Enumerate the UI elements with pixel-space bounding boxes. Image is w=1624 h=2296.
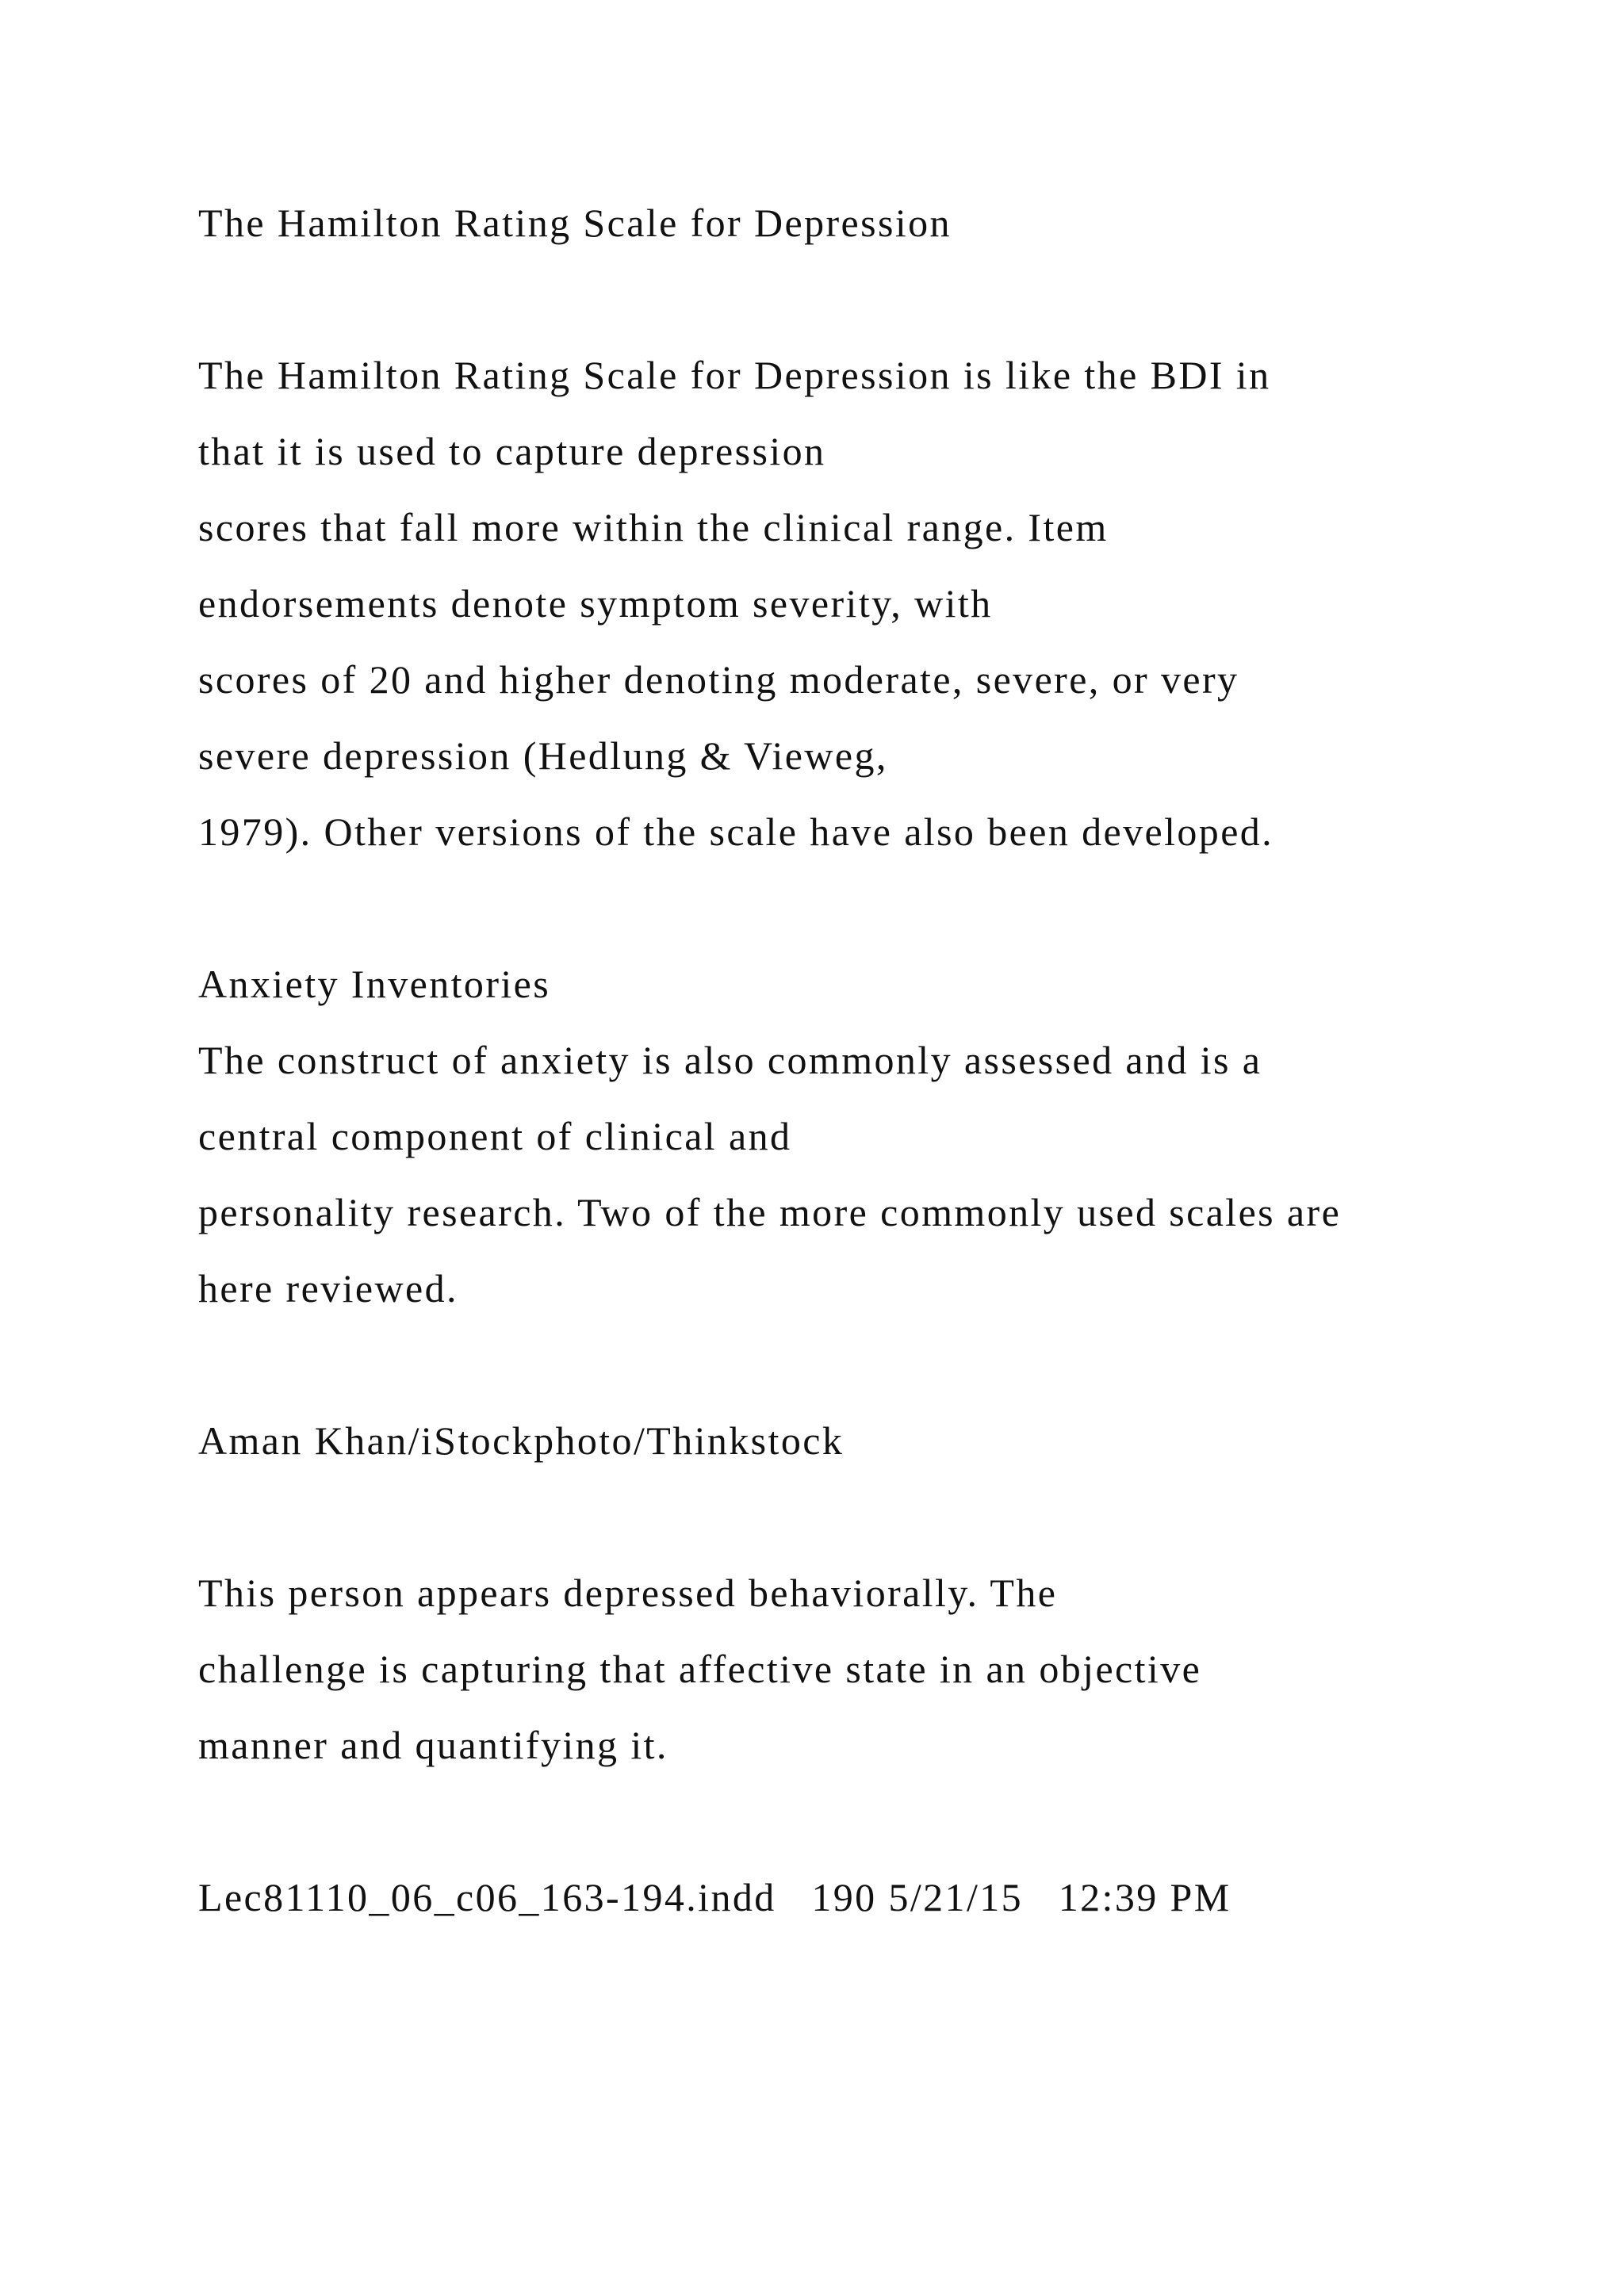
paragraph-line: scores that fall more within the clinical range. Item bbox=[198, 505, 1109, 549]
caption-line: manner and quantifying it. bbox=[198, 1723, 668, 1767]
spacer bbox=[198, 1783, 1594, 1859]
photo-caption bbox=[198, 1555, 1594, 1783]
paragraph-line: central component of clinical and bbox=[198, 1114, 792, 1158]
page-footer: Lec81110_06_c06_163-194.indd 190 5/21/15 12:39 PM bbox=[198, 1875, 1231, 1919]
paragraph-line: that it is used to capture depression bbox=[198, 429, 826, 473]
spacer bbox=[198, 870, 1594, 946]
spacer bbox=[198, 1479, 1594, 1555]
document-title: The Hamilton Rating Scale for Depression bbox=[198, 201, 952, 245]
anxiety-paragraph bbox=[198, 1022, 1594, 1326]
spacer bbox=[198, 1326, 1594, 1402]
spacer bbox=[198, 261, 1594, 337]
section-heading: Anxiety Inventories bbox=[198, 962, 551, 1006]
caption-line: challenge is capturing that affective state in an objective bbox=[198, 1647, 1202, 1691]
paragraph-line: The construct of anxiety is also commonly assessed and is a bbox=[198, 1038, 1262, 1082]
paragraph-line: scores of 20 and higher denoting moderate, severe, or very bbox=[198, 657, 1239, 702]
paragraph-line: endorsements denote symptom severity, with bbox=[198, 581, 993, 626]
caption-line: This person appears depressed behaviorally. The bbox=[198, 1571, 1058, 1615]
paragraph-line: The Hamilton Rating Scale for Depression is like the BDI in bbox=[198, 353, 1271, 397]
document-content bbox=[198, 185, 1594, 1935]
paragraph-line: personality research. Two of the more commonly used scales are bbox=[198, 1190, 1342, 1234]
paragraph-line: 1979). Other versions of the scale have also been developed. bbox=[198, 809, 1274, 854]
photo-credit: Aman Khan/iStockphoto/Thinkstock bbox=[198, 1418, 845, 1463]
paragraph-line: here reviewed. bbox=[198, 1266, 458, 1311]
paragraph-line: severe depression (Hedlung & Vieweg, bbox=[198, 733, 888, 778]
hamilton-paragraph bbox=[198, 337, 1594, 870]
